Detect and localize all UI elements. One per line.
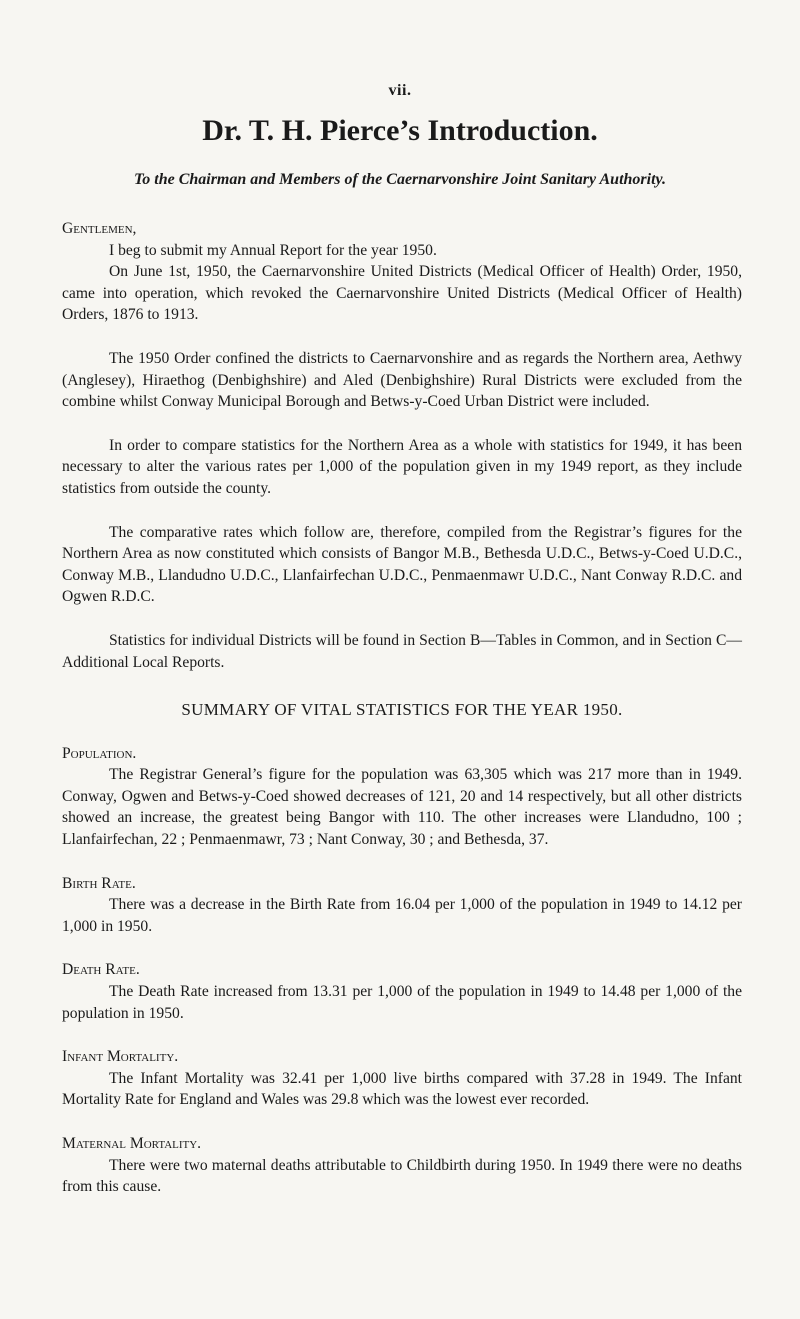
- section-heading-birth-rate: Birth Rate.: [62, 874, 136, 892]
- section-text-infant-mortality: The Infant Mortality was 32.41 per 1,000 live births compared with 37.28 in 1949. The Infant Mortality Rate for England and Wales was 29.8 which was the lowest ever recorded.: [62, 1069, 742, 1109]
- report-body: [62, 218, 742, 1198]
- section-text-death-rate: The Death Rate increased from 13.31 per 1,000 of the population in 1949 to 14.48 per 1,000 of the population in 1950.: [62, 983, 742, 1022]
- section-heading-population: Population.: [62, 744, 137, 762]
- section-heading-maternal-mortality: Maternal Mortality.: [62, 1135, 202, 1152]
- salutation: Gentlemen,: [62, 220, 137, 237]
- page-title: Dr. T. H. Pierce’s Introduction.: [202, 114, 598, 147]
- paragraph-submit: I beg to submit my Annual Report for the year 1950.: [109, 241, 437, 259]
- paragraph-statistics: Statistics for individual Districts will be found in Section B—Tables in Common, and in Section C—Additional Local Reports.: [62, 631, 742, 671]
- section-text-birth-rate: There was a decrease in the Birth Rate from 16.04 per 1,000 of the population in 1949 to 14.12 per 1,000 in 1950.: [62, 896, 742, 935]
- paragraph-order: On June 1st, 1950, the Caernarvonshire United Districts (Medical Officer of Health) Order, 1950, came into operation, which revoked the Caernarvonshire United Districts (Medical Officer of Health) Orders, 1876 to 1913.: [62, 263, 742, 324]
- page-number: vii.: [388, 82, 412, 99]
- section-text-maternal-mortality: There were two maternal deaths attributable to Childbirth during 1950. In 1949 there were no deaths from this cause.: [62, 1156, 742, 1196]
- paragraph-districts: The 1950 Order confined the districts to Caernarvonshire and as regards the Northern area, Aethwy (Anglesey), Hiraethog (Denbighshire) and Aled (Denbighshire) Rural Districts were excluded from the combine whilst Conway Municipal Borough and Betws-y-Coed Urban District were included.: [62, 349, 742, 411]
- address-line: To the Chairman and Members of the Caernarvonshire Joint Sanitary Authority.: [133, 171, 667, 188]
- paragraph-comparative-rates: The comparative rates which follow are, therefore, compiled from the Registrar’s figures for the Northern Area as now constituted which consists of Bangor M.B., Bethesda U.D.C., Betws-y-Coed U.D.C., Conway M.B., Llandudno U.D.C., Llanfairfechan U.D.C., Penmaenmawr U.D.C., Nant Conway R.D.C. and Ogwen R.D.C.: [62, 523, 742, 606]
- section-text-population: The Registrar General’s figure for the population was 63,305 which was 217 more than in 1949. Conway, Ogwen and Betws-y-Coed showed decreases of 121, 20 and 14 respectively, but all other districts showed an increase, the greatest being Bangor with 110. The other increases were Llandudno, 100 ; Llanfairfechan, 22 ; Penmaenmawr, 73 ; Nant Conway, 30 ; and Bethesda, 37.: [62, 766, 742, 849]
- paragraph-compare: In order to compare statistics for the Northern Area as a whole with statistics for 1949, it has been necessary to alter the various rates per 1,000 of the population given in my 1949 report, as they include statistics from outside the county.: [62, 436, 742, 497]
- section-heading-death-rate: Death Rate.: [62, 961, 140, 979]
- section-heading-infant-mortality: Infant Mortality.: [62, 1048, 179, 1066]
- summary-heading: SUMMARY OF VITAL STATISTICS FOR THE YEAR 1950.: [181, 700, 623, 720]
